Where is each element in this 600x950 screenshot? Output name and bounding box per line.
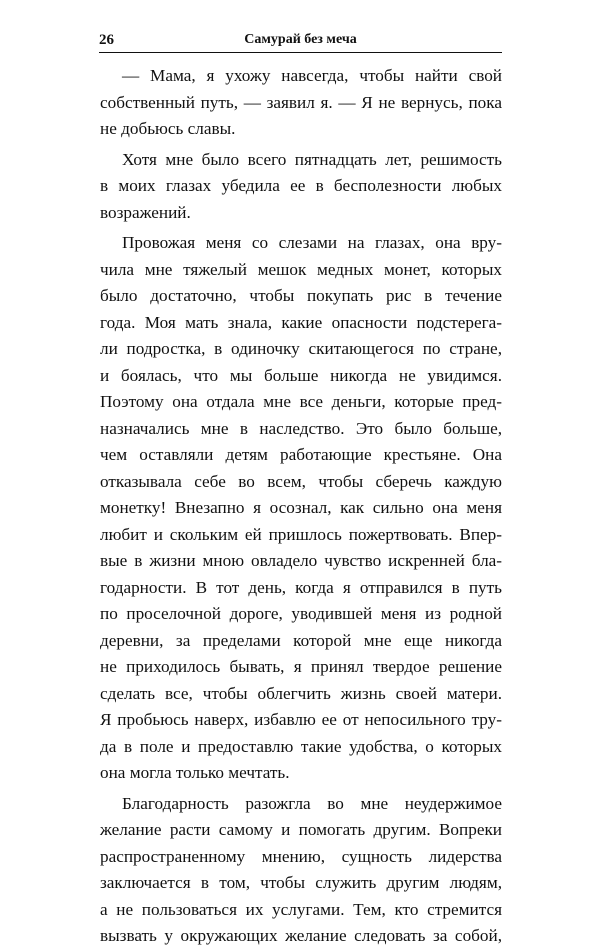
text-line: Я пробьюсь наверх, избавлю ее от непосильного тру-: [100, 710, 502, 729]
text-line: назначались мне в наследство. Это было больше,: [100, 418, 502, 438]
text-line: возражений.: [100, 202, 191, 222]
paragraph: [100, 147, 502, 227]
text-line: годарности. В тот день, когда я отправился в путь: [100, 577, 502, 597]
text-line: — Мама, я ухожу навсегда, чтобы найти свой: [122, 66, 502, 85]
text-line: чила мне тяжелый мешок медных монет, которых: [100, 259, 502, 279]
text-line: собственный путь, — заявил я. — Я не вернусь, пока: [100, 92, 502, 112]
text-line: да в поле и предоставлю такие удобства, о которых: [100, 736, 502, 756]
text-line: распространенному мнению, сущность лидерства: [100, 846, 502, 866]
text-line: желание расти самому и помогать другим. Вопреки: [100, 820, 502, 839]
paragraph: [100, 230, 502, 787]
paragraph: [100, 791, 502, 950]
text-line: не приходилось бывать, я принял твердое решение: [100, 657, 502, 676]
text-line: и боялась, что мы больше никогда не увидимся.: [100, 365, 502, 385]
running-title: Самурай без меча: [244, 32, 357, 47]
page-header: [99, 30, 502, 53]
text-line: не добьюсь славы.: [100, 119, 236, 138]
text-line: отказывала себе во всем, чтобы сберечь каждую: [100, 471, 502, 491]
text-line: заключается в том, чтобы служить другим людям,: [100, 873, 502, 892]
text-line: любит и скольким ей пришлось пожертвовать. Впер-: [100, 524, 502, 544]
text-line: Провожая меня со слезами на глазах, она вру-: [122, 233, 502, 252]
text-line: а не пользоваться их услугами. Тем, кто стремится: [100, 899, 502, 919]
text-line: по проселочной дороге, уводившей меня из родной: [100, 604, 502, 623]
text-line: деревни, за пределами которой мне еще никогда: [100, 630, 502, 650]
text-line: она могла только мечтать.: [100, 763, 290, 782]
text-line: Поэтому она отдала мне все деньги, которые пред-: [100, 392, 502, 411]
text-line: в моих глазах убедила ее в бесполезности любых: [100, 176, 502, 195]
text-line: монетку! Внезапно я осознал, как сильно она меня: [100, 498, 502, 517]
text-line: Хотя мне было всего пятнадцать лет, решимость: [122, 149, 502, 169]
page-number: 26: [99, 32, 114, 48]
text-line: года. Моя мать знала, какие опасности подстерега-: [100, 312, 502, 332]
paragraph: [100, 63, 502, 143]
text-line: вые в жизни мною овладело чувство искренней бла-: [100, 551, 502, 570]
text-line: было достаточно, чтобы покупать рис в течение: [100, 286, 502, 305]
text-line: чем оставляли детям работающие крестьяне. Она: [100, 445, 502, 464]
text-line: Благодарность разожгла во мне неудержимое: [122, 793, 502, 813]
text-line: ли подростка, в одиночку скитающегося по стране,: [100, 339, 502, 358]
text-line: сделать все, чтобы облегчить жизнь своей матери.: [100, 683, 502, 703]
body-text: [100, 63, 502, 950]
text-line: вызвать у окружающих желание следовать за собой,: [100, 926, 502, 945]
